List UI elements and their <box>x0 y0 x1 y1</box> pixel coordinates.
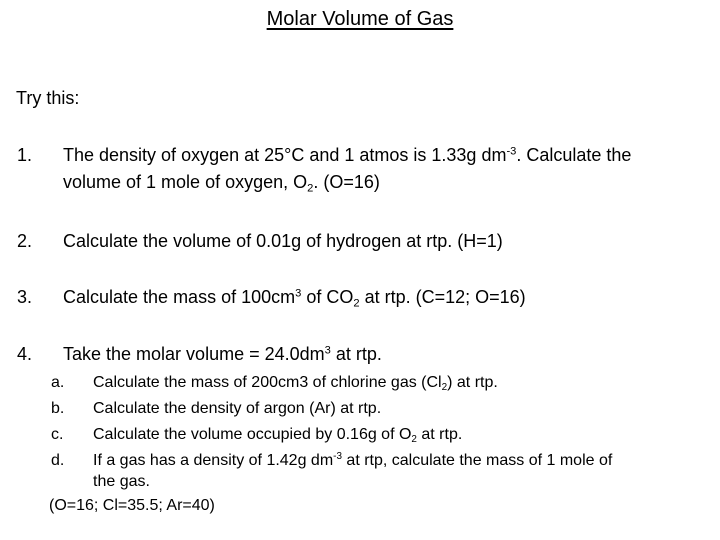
subpart-text: Calculate the density of argon (Ar) at rtp. <box>93 400 382 417</box>
subpart-text-line-1 <box>93 450 693 471</box>
subpart-letter: d. <box>51 452 65 469</box>
relative-mass-note: (O=16; Cl=35.5; Ar=40) <box>49 497 215 514</box>
text-run: at rtp. (C=12; O=16) <box>359 287 526 307</box>
text-run: If a gas has a density of 1.42g dm <box>93 452 334 469</box>
superscript: -3 <box>333 451 342 463</box>
question-text <box>63 142 713 196</box>
question-number: 1. <box>17 145 33 165</box>
subpart-letter: a. <box>51 374 65 391</box>
subpart-text <box>93 424 693 445</box>
text-run: at rtp, calculate the mass of 1 mole of <box>341 452 613 469</box>
text-run: ) at rtp. <box>447 374 498 391</box>
superscript: 3 <box>324 344 331 357</box>
text-run: The density of oxygen at 25°C and 1 atmos is 1.33g dm <box>63 145 507 165</box>
text-run: Calculate the mass of 200cm3 of chlorine gas (Cl <box>93 374 442 391</box>
subscript: 2 <box>411 433 417 445</box>
question-number: 4. <box>17 344 33 364</box>
question-text: Calculate the volume of 0.01g of hydrogen at rtp. (H=1) <box>63 231 503 251</box>
text-run: of CO <box>301 287 354 307</box>
subscript: 2 <box>353 297 360 310</box>
intro-text: Try this: <box>16 88 80 108</box>
text-run: . Calculate the <box>516 145 632 165</box>
question-number: 3. <box>17 287 33 307</box>
question-number: 2. <box>17 231 33 251</box>
text-run: volume of 1 mole of oxygen, O <box>63 172 308 192</box>
text-run: Calculate the volume occupied by 0.16g of O <box>93 426 412 443</box>
subpart-text <box>93 450 693 492</box>
question-text <box>63 341 713 368</box>
superscript: 3 <box>295 287 302 300</box>
question-text <box>63 284 713 311</box>
subpart-text-line-2: the gas. <box>93 473 150 490</box>
text-run: at rtp. <box>416 426 463 443</box>
question-text-line-2 <box>63 169 713 196</box>
superscript: -3 <box>506 145 517 158</box>
subscript: 2 <box>441 381 448 393</box>
subpart-letter: c. <box>51 426 64 443</box>
subpart-text <box>93 372 693 393</box>
subpart-letter: b. <box>51 400 65 417</box>
text-run: Calculate the mass of 100cm <box>63 287 296 307</box>
subscript: 2 <box>307 182 314 195</box>
page-title <box>0 8 720 31</box>
text-run: at rtp. <box>330 344 382 364</box>
page-title-text: Molar Volume of Gas <box>266 8 454 30</box>
question-text-line-1 <box>63 142 713 169</box>
text-run: . (O=16) <box>313 172 380 192</box>
text-run: Take the molar volume = 24.0dm <box>63 344 325 364</box>
